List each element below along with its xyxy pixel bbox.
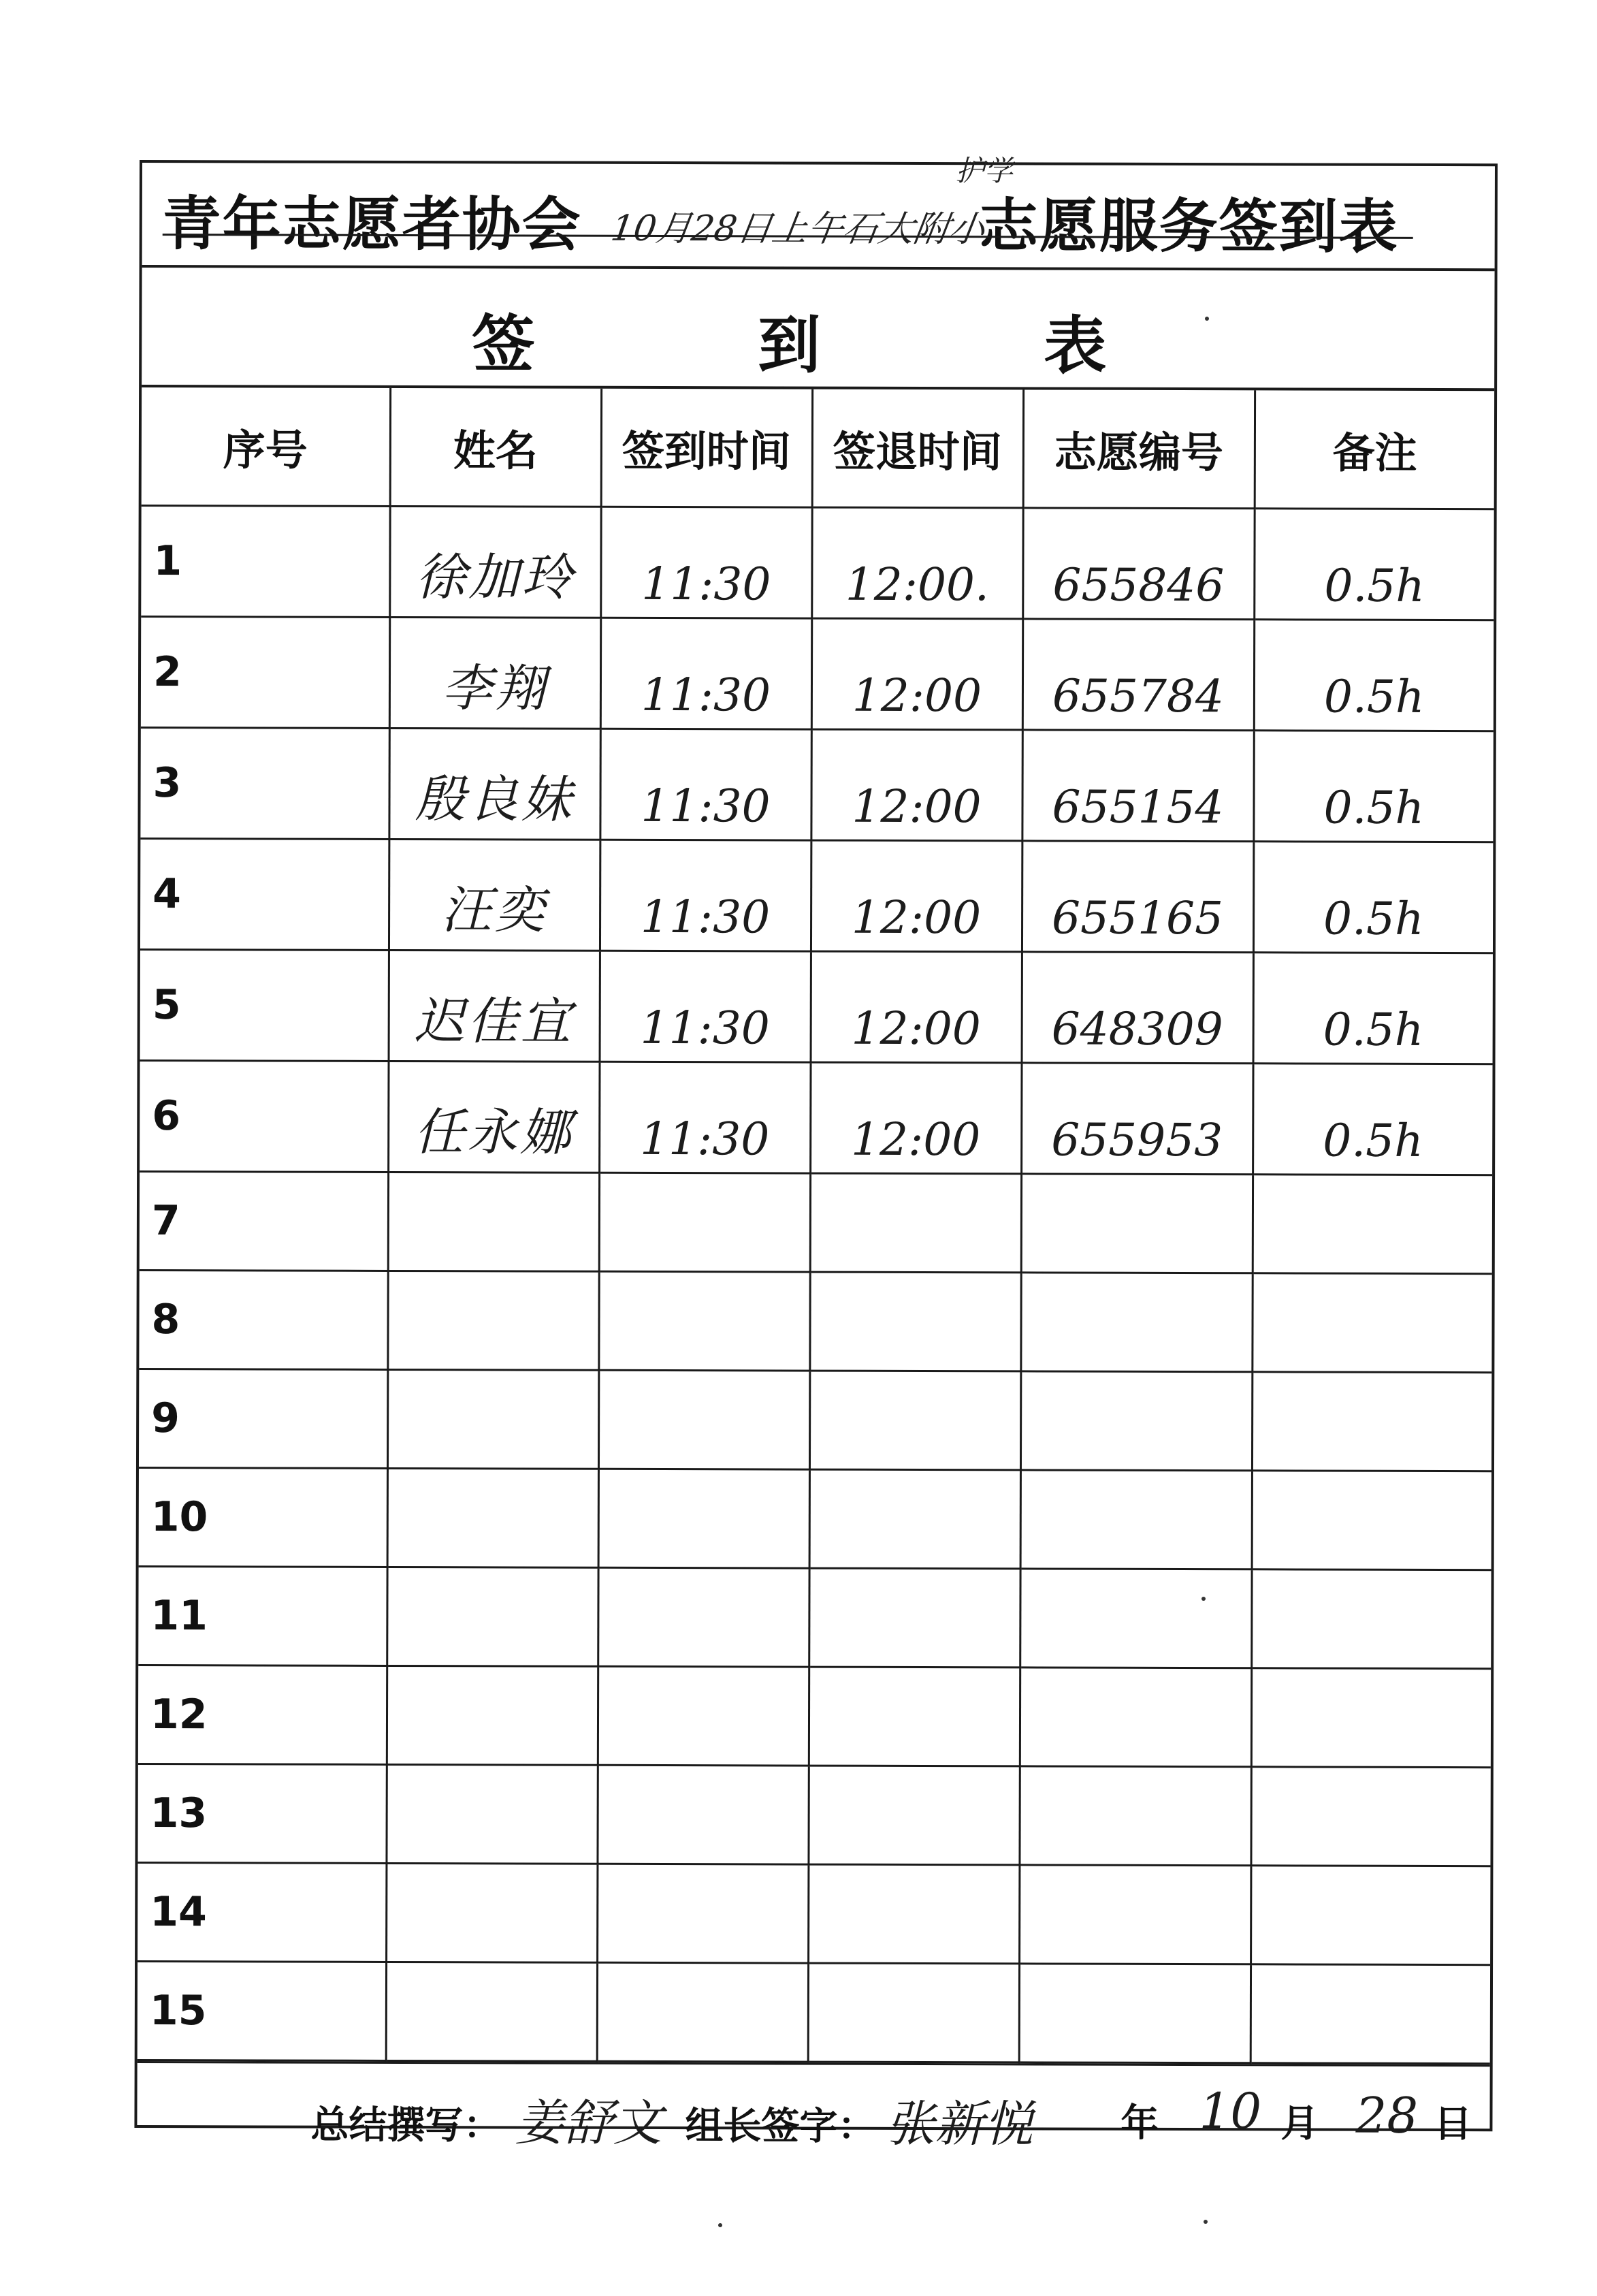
row-number: 1 xyxy=(141,506,389,618)
row-number: 15 xyxy=(138,1962,386,2061)
volunteer-id: 655165 xyxy=(1022,841,1253,953)
empty-cell xyxy=(809,1469,1020,1569)
summary-label: 总结撰写： xyxy=(310,2103,502,2148)
empty-row xyxy=(138,1764,1490,1866)
empty-cell xyxy=(1251,1569,1491,1669)
table-row xyxy=(141,506,1494,620)
signin-table xyxy=(138,387,1494,2064)
column-header: 姓名 xyxy=(390,388,601,507)
note: 0.5h xyxy=(1254,620,1494,731)
row-number: 8 xyxy=(139,1271,387,1370)
row-number: 10 xyxy=(139,1468,387,1567)
column-header: 签到时间 xyxy=(601,389,812,507)
speck xyxy=(718,2223,722,2227)
empty-cell xyxy=(598,1271,809,1371)
empty-cell xyxy=(599,1173,810,1272)
heading-char-3: 表 xyxy=(1044,309,1107,383)
heading-char-1: 签 xyxy=(472,308,535,381)
volunteer-name: 李翔 xyxy=(389,617,600,729)
empty-cell xyxy=(386,1764,597,1864)
empty-row xyxy=(139,1369,1491,1471)
empty-cell xyxy=(1251,1866,1490,1965)
empty-cell xyxy=(598,1567,809,1667)
table-row xyxy=(141,617,1494,731)
empty-cell xyxy=(809,1667,1020,1766)
empty-cell xyxy=(1020,1470,1252,1569)
empty-cell xyxy=(809,1371,1020,1470)
empty-cell xyxy=(597,1962,808,2062)
empty-cell xyxy=(387,1665,598,1765)
empty-row xyxy=(138,1863,1490,1965)
month-value: 10 xyxy=(1199,2082,1262,2140)
empty-cell xyxy=(1019,1766,1251,1866)
form-title: 志愿服务签到表 xyxy=(979,192,1399,261)
empty-cell xyxy=(809,1568,1020,1668)
empty-cell xyxy=(808,1864,1019,1964)
month-label: 月 xyxy=(1280,2101,1319,2146)
empty-cell xyxy=(1020,1668,1251,1767)
empty-row xyxy=(140,1172,1492,1274)
heading-row xyxy=(142,268,1494,391)
empty-cell xyxy=(387,1567,598,1666)
volunteer-id: 655846 xyxy=(1022,508,1254,620)
empty-cell xyxy=(809,1272,1020,1371)
volunteer-name: 殷良妹 xyxy=(389,728,600,840)
empty-cell xyxy=(808,1963,1019,2062)
row-number: 3 xyxy=(140,728,389,840)
day-value: 28 xyxy=(1355,2086,1419,2144)
empty-cell xyxy=(386,1863,597,1962)
checkin-time: 11:30 xyxy=(600,840,811,951)
empty-cell xyxy=(598,1370,809,1469)
volunteer-id: 648309 xyxy=(1022,952,1253,1064)
table-row xyxy=(140,728,1493,842)
footer-row xyxy=(137,2061,1489,2169)
note: 0.5h xyxy=(1253,1064,1492,1175)
handwritten-insert: 护学 xyxy=(955,154,1014,188)
table-row xyxy=(140,1061,1492,1175)
checkin-time: 11:30 xyxy=(600,618,811,729)
heading-char-2: 到 xyxy=(758,308,821,382)
checkout-time: 12:00 xyxy=(811,840,1022,952)
empty-cell xyxy=(1251,1668,1491,1768)
volunteer-name: 迟佳宜 xyxy=(389,950,600,1062)
checkin-time: 11:30 xyxy=(599,1062,810,1173)
empty-cell xyxy=(387,1468,598,1567)
summary-signature: 姜舒文 xyxy=(515,2094,662,2152)
empty-cell xyxy=(1251,1767,1490,1866)
empty-cell xyxy=(1020,1371,1252,1471)
checkin-time: 11:30 xyxy=(600,729,811,840)
speck xyxy=(1205,317,1209,321)
note: 0.5h xyxy=(1253,842,1493,953)
checkout-time: 12:00 xyxy=(811,951,1022,1063)
volunteer-id: 655953 xyxy=(1021,1063,1253,1175)
empty-cell xyxy=(1019,1865,1251,1964)
volunteer-name: 汪奕 xyxy=(389,839,600,951)
empty-row xyxy=(139,1468,1491,1570)
speck xyxy=(1201,1597,1206,1601)
checkout-time: 12:00 xyxy=(810,1062,1021,1174)
row-number: 2 xyxy=(141,617,389,729)
volunteer-name: 任永娜 xyxy=(388,1061,599,1173)
empty-cell xyxy=(597,1765,808,1864)
empty-cell xyxy=(810,1173,1021,1273)
leader-signature: 张新悦 xyxy=(886,2094,1033,2153)
row-number: 7 xyxy=(140,1172,388,1271)
table-row xyxy=(140,950,1493,1064)
row-number: 6 xyxy=(140,1061,388,1173)
empty-cell xyxy=(1252,1273,1491,1373)
empty-cell xyxy=(1252,1471,1491,1570)
checkin-time: 11:30 xyxy=(600,507,811,618)
empty-cell xyxy=(388,1172,599,1271)
row-number: 12 xyxy=(138,1665,387,1765)
day-label: 日 xyxy=(1434,2101,1472,2147)
empty-cell xyxy=(1253,1175,1492,1274)
title-row xyxy=(142,154,1495,271)
speck xyxy=(1204,2220,1208,2224)
empty-cell xyxy=(1020,1273,1252,1372)
empty-cell xyxy=(597,1864,808,1963)
empty-cell xyxy=(598,1469,809,1568)
table-row xyxy=(140,839,1493,953)
column-header: 序号 xyxy=(142,387,390,506)
empty-cell xyxy=(1252,1372,1491,1471)
note: 0.5h xyxy=(1253,953,1493,1064)
empty-cell xyxy=(1020,1569,1251,1668)
empty-cell xyxy=(387,1369,598,1469)
volunteer-id: 655154 xyxy=(1022,730,1253,842)
note: 0.5h xyxy=(1254,509,1494,620)
empty-cell xyxy=(598,1666,809,1766)
column-header: 志愿编号 xyxy=(1023,389,1255,508)
handwritten-activity: 10月28日上午石大附小 xyxy=(608,208,988,251)
empty-row xyxy=(138,1962,1490,2064)
row-number: 14 xyxy=(138,1863,386,1962)
volunteer-id: 655784 xyxy=(1022,619,1254,731)
empty-row xyxy=(138,1665,1491,1768)
row-number: 11 xyxy=(138,1567,387,1666)
row-number: 9 xyxy=(139,1369,387,1469)
checkout-time: 12:00 xyxy=(811,729,1022,841)
checkout-time: 12:00 xyxy=(811,618,1022,730)
row-number: 13 xyxy=(138,1764,386,1864)
column-header: 备注 xyxy=(1255,390,1494,509)
leader-label: 组长签字： xyxy=(685,2104,876,2149)
empty-cell xyxy=(387,1271,598,1370)
table-header-row xyxy=(142,387,1494,509)
year-label: 年 xyxy=(1120,2101,1159,2146)
row-number: 5 xyxy=(140,950,389,1062)
empty-row xyxy=(139,1271,1491,1373)
empty-cell xyxy=(1251,1964,1490,2064)
empty-cell xyxy=(1019,1964,1251,2063)
volunteer-name: 徐加玲 xyxy=(389,506,600,618)
empty-cell xyxy=(1021,1174,1253,1273)
column-header: 签退时间 xyxy=(812,389,1023,508)
checkin-time: 11:30 xyxy=(600,951,811,1062)
checkout-time: 12:00. xyxy=(811,507,1022,619)
empty-row xyxy=(138,1567,1491,1669)
row-number: 4 xyxy=(140,839,389,951)
empty-cell xyxy=(808,1766,1019,1865)
sign-in-sheet xyxy=(134,154,1498,2153)
note: 0.5h xyxy=(1253,731,1493,842)
organization-title: 青年志愿者协会 xyxy=(162,190,582,259)
empty-cell xyxy=(386,1962,597,2061)
